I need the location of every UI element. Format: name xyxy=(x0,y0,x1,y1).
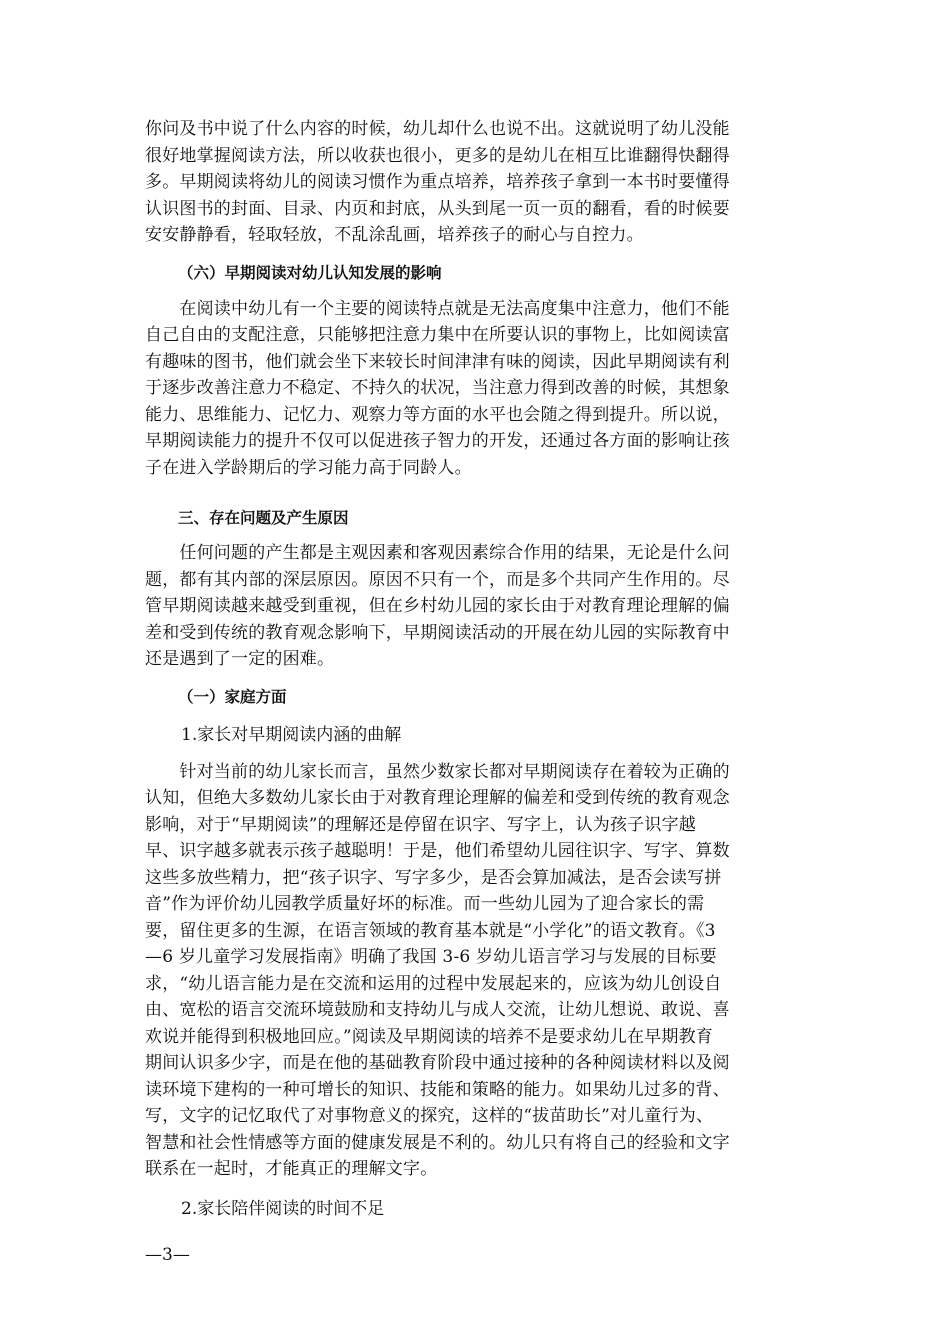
text-line: 写，文字的记忆取代了对事物意义的探究，这样的“拔苗助长”对儿童行为、 xyxy=(145,1106,714,1126)
text-line: 还是遇到了一定的困难。 xyxy=(145,649,335,669)
text-line: 能力、思维能力、记忆力、观察力等方面的水平也会随之得到提升。所以说， xyxy=(145,404,730,425)
text-line: 多。早期阅读将幼儿的阅读习惯作为重点培养，培养孩子拿到一本书时要懂得 xyxy=(145,172,730,192)
paragraph-problems-causes xyxy=(145,540,805,673)
text-line: 子在进入学龄期后的学习能力高于同龄人。 xyxy=(145,457,472,478)
text-line: 认识图书的封面、目录、内页和封底，从头到尾一页一页的翻看，看的时候要 xyxy=(145,198,730,219)
text-line: 有趣味的图书，他们就会坐下来较长时间津津有味的阅读，因此早期阅读有利 xyxy=(145,351,730,372)
subheading-misunderstanding: 1.家长对早期阅读内涵的曲解 xyxy=(181,724,402,745)
text-line: 于逐步改善注意力不稳定、不持久的状况，当注意力得到改善的时候，其想象 xyxy=(145,378,730,398)
paragraph-cognitive-development xyxy=(145,296,805,482)
text-line: 欢说并能得到积极地回应。”阅读及早期阅读的培养不是要求幼儿在早期教育 xyxy=(145,1026,713,1047)
text-line: 求，“幼儿语言能力是在交流和运用的过程中发展起来的，应该为幼儿创设自 xyxy=(145,973,722,994)
section-heading-three: 三、存在问题及产生原因 xyxy=(178,509,349,527)
text-line: 认知，但绝大多数幼儿家长由于对教育理论理解的偏差和受到传统的教育观念 xyxy=(145,788,730,808)
section-heading-one: （一）家庭方面 xyxy=(178,687,287,706)
text-line: 读环境下建构的一种可增长的知识、技能和策略的能力。如果幼儿过多的背、 xyxy=(145,1079,730,1100)
text-line: 期间认识多少字，而是在他的基础教育阶段中通过接种的各种阅读材料以及阅 xyxy=(145,1053,730,1073)
text-line: 安安静静看，轻取轻放，不乱涂乱画，培养孩子的耐心与自控力。 xyxy=(145,225,644,245)
paragraph-reading-habits xyxy=(145,116,805,249)
page-body xyxy=(145,116,805,1222)
text-line: —6 岁儿童学习发展指南》明确了我国 3-6 岁幼儿语言学习与发展的目标要 xyxy=(145,947,717,967)
text-line: 早期阅读能力的提升不仅可以促进孩子智力的开发，还通过各方面的影响让孩 xyxy=(145,431,730,451)
text-line: 联系在一起时，才能真正的理解文字。 xyxy=(145,1159,438,1179)
text-line: 影响，对于“早期阅读”的理解还是停留在识字、写字上，认为孩子识字越 xyxy=(145,814,696,835)
text-line: 题，都有其内部的深层原因。原因不只有一个，而是多个共同产生作用的。尽 xyxy=(145,569,730,590)
text-line: 这些多放些精力，把“孩子识字、写字多少，是否会算加减法，是否会读写拼 xyxy=(145,867,722,888)
text-line: 音”作为评价幼儿园教学质量好坏的标准。而一些幼儿园为了迎合家长的需 xyxy=(145,894,705,914)
text-line: 任何问题的产生都是主观因素和客观因素综合作用的结果，无论是什么问 xyxy=(145,543,730,563)
page-number: —3— xyxy=(145,1245,190,1265)
text-line: 要，留住更多的生源，在语言领域的教育基本就是“小学化”的语文教育。《3 xyxy=(145,920,716,941)
text-line: 你问及书中说了什么内容的时候，幼儿却什么也说不出。这就说明了幼儿没能 xyxy=(145,119,730,139)
section-heading-six: （六）早期阅读对幼儿认知发展的影响 xyxy=(178,263,442,282)
text-line: 由、宽松的语言交流环境鼓励和支持幼儿与成人交流，让幼儿想说、敢说、喜 xyxy=(145,1000,730,1020)
subheading-companion-time: 2.家长陪伴阅读的时间不足 xyxy=(181,1198,385,1219)
text-line: 自己自由的支配注意，只能够把注意力集中在所要认识的事物上，比如阅读富 xyxy=(145,325,730,345)
text-line: 针对当前的幼儿家长而言，虽然少数家长都对早期阅读存在着较为正确的 xyxy=(145,761,730,782)
paragraph-parent-misunderstanding xyxy=(145,759,805,1183)
text-line: 很好地掌握阅读方法，所以收获也很小，更多的是幼儿在相互比谁翻得快翻得 xyxy=(145,145,730,166)
text-line: 在阅读中幼儿有一个主要的阅读特点就是无法高度集中注意力，他们不能 xyxy=(145,298,730,319)
text-line: 差和受到传统的教育观念影响下，早期阅读活动的开展在幼儿园的实际教育中 xyxy=(145,622,730,643)
text-line: 管早期阅读越来越受到重视，但在乡村幼儿园的家长由于对教育理论理解的偏 xyxy=(145,596,730,616)
text-line: 早、识字越多就表示孩子越聪明！于是，他们希望幼儿园往识字、写字、算数 xyxy=(145,841,730,861)
text-line: 智慧和社会性情感等方面的健康发展是不利的。幼儿只有将自己的经验和文字 xyxy=(145,1132,730,1153)
